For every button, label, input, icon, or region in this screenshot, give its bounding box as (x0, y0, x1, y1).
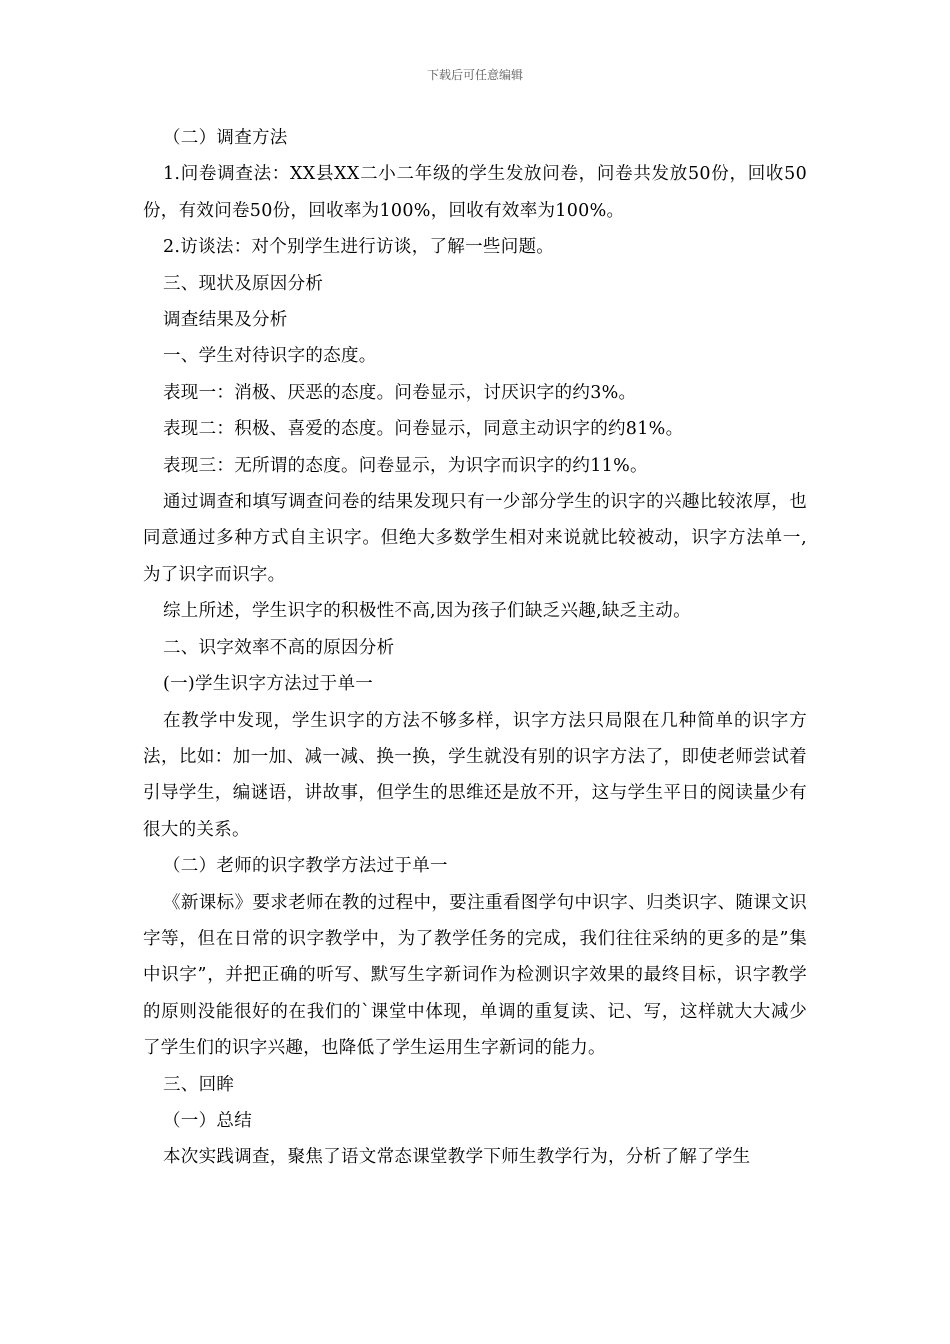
paragraph: 调查结果及分析 (163, 310, 288, 331)
paragraph: 表现二：积极、喜爱的态度。问卷显示，同意主动识字的约81%。 (163, 419, 684, 440)
paragraph: (一)学生识字方法过于单一 (163, 674, 374, 695)
paragraph: 2.访谈法：对个别学生进行访谈，了解一些问题。 (163, 237, 555, 258)
paragraph: 二、识字效率不高的原因分析 (163, 637, 395, 658)
paragraph: 在教学中发现，学生识字的方法不够多样，识字方法只局限在几种简单的识字方法，比如：加一加、减一减、换一换，学生就没有别的识字方法了，即使老师尝试着引导学生，编谜语，讲故事，但学生的思维还是放不开，这与学生平日的阅读量少有很大的关系。 (143, 710, 807, 840)
paragraph: （二）老师的识字教学方法过于单一 (163, 856, 448, 877)
paragraph: 本次实践调查，聚焦了语文常态课堂教学下师生教学行为，分析了解了学生 (163, 1147, 751, 1168)
paragraph: 三、回眸 (163, 1074, 235, 1095)
paragraph: 表现三：无所谓的态度。问卷显示，为识字而识字的约11%。 (163, 455, 648, 476)
paragraph: （二）调查方法 (163, 128, 288, 148)
paragraph: 综上所述，学生识字的积极性不高,因为孩子们缺乏兴趣,缺乏主动。 (163, 601, 691, 622)
paragraph: 通过调查和填写调查问卷的结果发现只有一少部分学生的识字的兴趣比较浓厚，也同意通过多种方式自主识字。但绝大多数学生相对来说就比较被动，识字方法单一,为了识字而识字。 (143, 492, 807, 585)
paragraph: （一）总结 (163, 1110, 252, 1131)
paragraph: 表现一：消极、厌恶的态度。问卷显示，讨厌识字的约3%。 (163, 382, 637, 403)
paragraph: 1.问卷调查法：XX县XX二小二年级的学生发放问卷，问卷共发放50份，回收50份，有效问卷50份，回收率为100%，回收有效率为100%。 (143, 164, 807, 221)
page-header: 下载后可任意编辑 (426, 68, 523, 82)
document-body (143, 120, 807, 1176)
paragraph: 三、现状及原因分析 (163, 273, 324, 294)
paragraph: 《新课标》要求老师在教的过程中，要注重看图学句中识字、归类识字、随课文识字等，但在日常的识字教学中，为了教学任务的完成，我们往往采纳的更多的是”集中识字”，并把正确的听写、默写生字新词作为检测识字效果的最终目标，识字教学的原则没能很好的在我们的`课堂中体现，单调的重复读、记、写，这样就大大减少了学生们的识字兴趣，也降低了学生运用生字新词的能力。 (143, 892, 807, 1059)
paragraph: 一、学生对待识字的态度。 (163, 346, 377, 367)
